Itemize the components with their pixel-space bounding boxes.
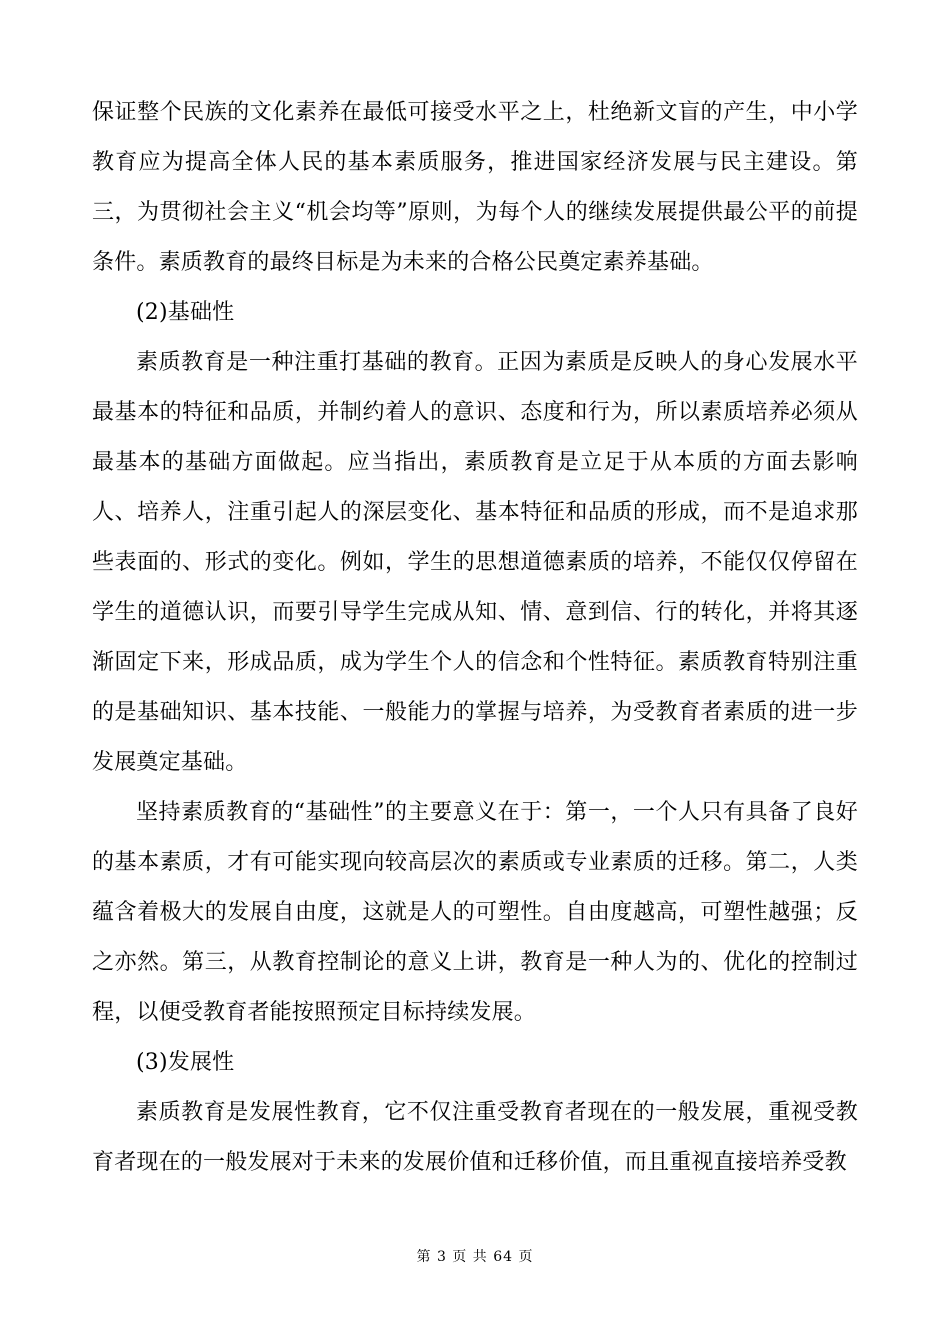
document-body	[92, 88, 858, 1188]
paragraph-basic-definition: 素质教育是一种注重打基础的教育。正因为素质是反映人的身心发展水平最基本的特征和品质，并制约着人的意识、态度和行为，所以素质培养必须从最基本的基础方面做起。应当指出，素质教育是立足于从本质的方面去影响人、培养人，注重引起人的深层变化、基本特征和品质的形成，而不是追求那些表面的、形式的变化。例如，学生的思想道德素质的培养，不能仅仅停留在学生的道德认识，而要引导学生完成从知、情、意到信、行的转化，并将其逐渐固定下来，形成品质，成为学生个人的信念和个性特征。素质教育特别注重的是基础知识、基本技能、一般能力的掌握与培养，为受教育者素质的进一步发展奠定基础。	[92, 350, 858, 775]
page-number-footer: 第 3 页 共 64 页	[416, 1249, 534, 1265]
paragraph-basic-significance: 坚持素质教育的“基础性”的主要意义在于：第一，一个人只有具备了良好的基本素质，才有可能实现向较高层次的素质或专业素质的迁移。第二，人类蕴含着极大的发展自由度，这就是人的可塑性。自由度越高，可塑性越强；反之亦然。第三，从教育控制论的意义上讲，教育是一种人为的、优化的控制过程，以便受教育者能按照预定目标持续发展。	[92, 800, 858, 1025]
section-heading-development: (3)发展性	[136, 1050, 235, 1075]
paragraph-continuation: 保证整个民族的文化素养在最低可接受水平之上，杜绝新文盲的产生，中小学教育应为提高全体人民的基本素质服务，推进国家经济发展与民主建设。第三，为贯彻社会主义“机会均等”原则，为每个人的继续发展提供最公平的前提条件。素质教育的最终目标是为未来的合格公民奠定素养基础。	[92, 100, 858, 275]
section-heading-basic: (2)基础性	[136, 300, 235, 325]
paragraph-development: 素质教育是发展性教育，它不仅注重受教育者现在的一般发展，重视受教育者现在的一般发展对于未来的发展价值和迁移价值，而且重视直接培养受教	[92, 1100, 858, 1175]
